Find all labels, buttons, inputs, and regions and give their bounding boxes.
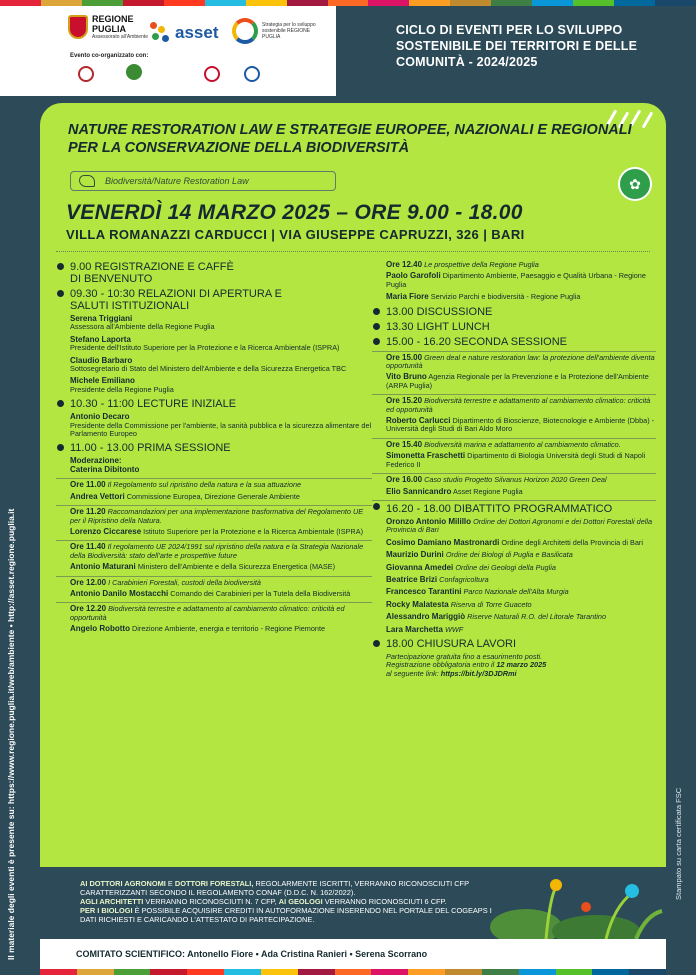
talk-item: Ore 16.00 Caso studio Progetto Silvanus Horizon 2020 Green Deal <box>372 473 656 484</box>
topic-tag-label: Biodiversità/Nature Restoration Law <box>105 176 249 186</box>
stripe-segment <box>187 969 224 975</box>
panelist-item: Francesco Tarantini Parco Nazionale dell'Alta Murgia <box>386 587 569 597</box>
speaker-item: Michele Emiliano Presidente della Regione Puglia <box>70 376 174 394</box>
stripe-segment <box>655 0 696 6</box>
speaker-item: Stefano Laporta Presidente dell'Istituto Superiore per la Protezione e la Ricerca Ambientale (ISPRA) <box>70 334 340 353</box>
credits-box <box>40 867 666 939</box>
panelist-item: Lara Marchetta WWF <box>386 624 464 634</box>
panelist-item: Alessandro Mariggiò Riserve Naturali R.O. del Litorale Tarantino <box>386 612 606 622</box>
divider <box>56 251 650 252</box>
sdg-color-stripe <box>0 0 696 6</box>
stripe-segment <box>408 969 445 975</box>
registration-note: Partecipazione gratuita fino a esaurimento posti. Registrazione obbligatoria entro il 12 marzo 2025 al seguente link: https://bit.ly/3DJDRmi <box>386 651 547 678</box>
session-closing: 18.00 CHIUSURA LAVORI <box>372 638 656 650</box>
talk-item: Ore 11.20 Raccomandazioni per una implementazione trasformativa del Regolamento UE per il Ripristino della Natura. <box>56 505 372 525</box>
strategy-logo <box>232 18 318 44</box>
stripe-segment <box>164 0 205 6</box>
plants-illustration-icon <box>486 867 666 939</box>
speaker-item: Simonetta Fraschetti Dipartimento di Biologia Università degli Studi di Napoli Federico II <box>386 451 646 469</box>
speaker-item: Andrea Vettori Commissione Europea, Direzione Generale Ambiente <box>70 491 300 501</box>
regione-puglia-logo <box>68 14 148 40</box>
stripe-segment <box>532 0 573 6</box>
talk-item: Ore 12.20 Biodiversità terrestre e adattamento al cambiamento climatico: criticità ed opportunità <box>56 602 372 622</box>
stripe-segment <box>205 0 246 6</box>
architects-logo-icon <box>204 66 220 82</box>
stripe-segment <box>368 0 409 6</box>
stripe-segment <box>224 969 261 975</box>
asset-dots-icon <box>150 22 172 44</box>
stripe-segment <box>519 969 556 975</box>
speaker-item: Angelo Robotto Direzione Ambiente, energia e territorio - Regione Piemonte <box>70 624 326 634</box>
fsc-stamp-text: Stampato su carta certificata FSC <box>674 787 683 900</box>
event-venue: VILLA ROMANAZZI CARDUCCI | VIA GIUSEPPE CAPRUZZI, 326 | BARI <box>66 227 525 242</box>
stripe-segment <box>592 969 629 975</box>
session-lecture: 10.30 - 11:00 LECTURE INIZIALE <box>56 398 372 410</box>
panelist-item: Beatrice Brizi Confagricoltura <box>386 574 489 584</box>
session-registration: 9.00 REGISTRAZIONE E CAFFÈ DI BENVENUTO <box>56 261 236 285</box>
stripe-segment <box>491 0 532 6</box>
speaker-item: Vito Bruno Agenzia Regionale per la Prevenzione e la Protezione dell'Ambiente (ARPA Puglia) <box>386 372 649 390</box>
speaker-item: Maria Fiore Servizio Parchi e biodiversità - Regione Puglia <box>386 292 581 302</box>
session-lunch: 13.30 LIGHT LUNCH <box>372 321 656 333</box>
order-agronomists-logo-icon <box>78 66 94 82</box>
panelist-item: Rocky Malatesta Riserva di Torre Guaceto <box>386 599 532 609</box>
registration-link[interactable]: https://bit.ly/3DJDRmi <box>440 668 517 678</box>
sdg-color-stripe-bottom <box>40 969 666 975</box>
stripe-segment <box>614 0 655 6</box>
scientific-committee: COMITATO SCIENTIFICO: Antonello Fiore • Ada Cristina Ranieri • Serena Scorrano <box>40 939 666 969</box>
stripe-segment <box>114 969 151 975</box>
stripe-segment <box>246 0 287 6</box>
credits-text: AI DOTTORI AGRONOMI E DOTTORI FORESTALI, REGOLARMENTE ISCRITTI, VERRANNO RICONOSCIUTI CFP CARATTERIZZANTI SECONDO IL REGOLAMENTO CONAF (D.D.C. N. 162/2022). AGLI ARCHITETTI VERRANNO RICONOSCIUTI N. 7 CFP, AI GEOLOGI VERRANNO RICONOSCIUTI 6 CFP. PER I BIOLOGI È POSSIBILE ACQUISIRE CREDITI IN AUTOFORMAZIONE INSERENDO NEL PORTALE DEL COGEAPS I DATI RICHIESTI E CARICANDO L'ATTESTATO DI PARTECIPAZIONE. <box>80 879 492 924</box>
stripe-segment <box>335 969 372 975</box>
talk-item: Ore 11.40 Il regolamento UE 2024/1991 sul ripristino della natura e la Strategia Nazionale della Biodiversità: stato dell'arte e prospettive future <box>56 540 372 560</box>
asset-logo <box>150 22 218 44</box>
session-opening: 09.30 - 10:30 RELAZIONI DI APERTURA E SALUTI ISTITUZIONALI <box>56 288 306 312</box>
program-left-column <box>56 261 372 638</box>
stripe-segment <box>482 969 519 975</box>
stripe-segment <box>298 969 335 975</box>
regione-sub: Assessorato all'Ambiente <box>92 34 148 40</box>
agronomists-logo-icon <box>126 64 142 80</box>
green-event-badge-icon: ✿ <box>618 167 652 201</box>
asset-name: asset <box>175 23 219 42</box>
program-panel <box>40 103 666 867</box>
speaker-item: Roberto Carlucci Dipartimento di Bioscienze, Biotecnologie e Ambiente (Dbba) - Università degli Studi di Bari Aldo Moro <box>386 416 655 434</box>
regione-name: REGIONE PUGLIA <box>92 14 134 34</box>
stripe-segment <box>450 0 491 6</box>
speaker-item: Elio Sannicandro Asset Regione Puglia <box>386 486 523 496</box>
stripe-segment <box>77 969 114 975</box>
stripe-segment <box>629 969 666 975</box>
event-date: VENERDÌ 14 MARZO 2025 – ORE 9.00 - 18.00 <box>66 201 523 224</box>
stripe-segment <box>371 969 408 975</box>
panelist-item: Maurizio Durini Ordine dei Biologi di Puglia e Basilicata <box>386 550 573 560</box>
session-discussion: 13.00 DISCUSSIONE <box>372 306 656 318</box>
speaker-item: Serena Triggiani Assessora all'Ambiente della Regione Puglia <box>70 314 215 332</box>
stripe-segment <box>573 0 614 6</box>
talk-item: Ore 15.00 Green deal e nature restoration law: la protezione dell'ambiente diventa opportunità <box>372 351 656 371</box>
program-right-column <box>372 261 656 678</box>
stripe-segment <box>287 0 328 6</box>
topic-tag <box>70 171 336 191</box>
panelist-item: Oronzo Antonio Milillo Ordine dei Dottori Agronomi e dei Dottori Forestali della Provincia di Bari <box>386 516 653 535</box>
moderation: Moderazione: Caterina Dibitonto <box>70 456 140 474</box>
talk-item: Ore 12.40 Le prospettive della Regione Puglia <box>386 260 539 269</box>
coorganizers-label: Evento co-organizzato con: <box>70 53 149 59</box>
speaker-item: Antonio Danilo Mostacchi Comando dei Carabinieri per la Tutela della Biodiversità <box>70 588 351 598</box>
biologists-logo-icon <box>244 66 260 82</box>
talk-item: Ore 15.40 Biodiversità marina e adattamento al cambiamento climatico. <box>372 438 656 449</box>
stripe-segment <box>40 969 77 975</box>
talk-item: Ore 15.20 Biodiversità terrestre e adattamento al cambiamento climatico: criticità ed opportunità <box>372 394 656 414</box>
stripe-segment <box>123 0 164 6</box>
stripe-segment <box>556 969 593 975</box>
strategy-text: Strategia per lo sviluppo sostenibile REGIONE PUGLIA <box>262 22 316 40</box>
stripe-segment <box>41 0 82 6</box>
panelist-item: Cosimo Damiano Mastronardi Ordine degli Architetti della Provincia di Bari <box>386 537 643 547</box>
stripe-segment <box>0 0 41 6</box>
session-debate: 16.20 - 18.00 DIBATTITO PROGRAMMATICO <box>372 500 656 515</box>
bird-icon <box>79 175 95 187</box>
speaker-item: Lorenzo Ciccarese Istituto Superiore per la Protezione e la Ricerca Ambientale (ISPRA) <box>70 526 363 536</box>
stripe-segment <box>409 0 450 6</box>
stripe-segment <box>445 969 482 975</box>
stripe-segment <box>150 969 187 975</box>
speaker-item: Antonio Decaro Presidente della Commissione per l'ambiente, la sanità pubblica e la sicurezza alimentare del Parlamento Europeo <box>70 412 372 439</box>
header-logos-area <box>0 0 336 96</box>
talk-item: Ore 12.00 I Carabinieri Forestali, custodi della biodiversità <box>56 576 372 587</box>
speaker-item: Claudio Barbaro Sottosegretario di Stato del Ministero dell'Ambiente e della Sicurezza Energetica TBC <box>70 355 347 374</box>
event-title: NATURE RESTORATION LAW E STRATEGIE EUROPEE, NAZIONALI E REGIONALI PER LA CONSERVAZIONE DELLA BIODIVERSITÀ <box>68 122 632 156</box>
sdg-ring-icon <box>232 18 258 44</box>
speaker-item: Paolo Garofoli Dipartimento Ambiente, Paesaggio e Qualità Urbana - Regione Puglia <box>386 271 646 289</box>
materials-link-vertical[interactable]: Il materiale degli eventi è presente su: https://www.regione.puglia.it/web/ambiente • http://asset.regione.puglia.it <box>6 508 16 960</box>
cycle-title: CICLO DI EVENTI PER LO SVILUPPO SOSTENIBILE DEI TERRITORI E DELLE COMUNITÀ - 2024/2025 <box>396 23 638 69</box>
session-first: 11.00 - 13.00 PRIMA SESSIONE <box>56 442 372 454</box>
talk-item: Ore 11.00 Il Regolamento sul ripristino della natura e la sua attuazione <box>56 478 372 489</box>
stripe-segment <box>82 0 123 6</box>
panelist-item: Giovanna Amedei Ordine dei Geologi della Puglia <box>386 562 556 572</box>
stripe-segment <box>261 969 298 975</box>
session-second: 15.00 - 16.20 SECONDA SESSIONE <box>372 336 656 348</box>
crest-icon <box>68 15 88 39</box>
stripe-segment <box>328 0 369 6</box>
speaker-item: Antonio Maturani Ministero dell'Ambiente e della Sicurezza Energetica (MASE) <box>70 562 336 572</box>
